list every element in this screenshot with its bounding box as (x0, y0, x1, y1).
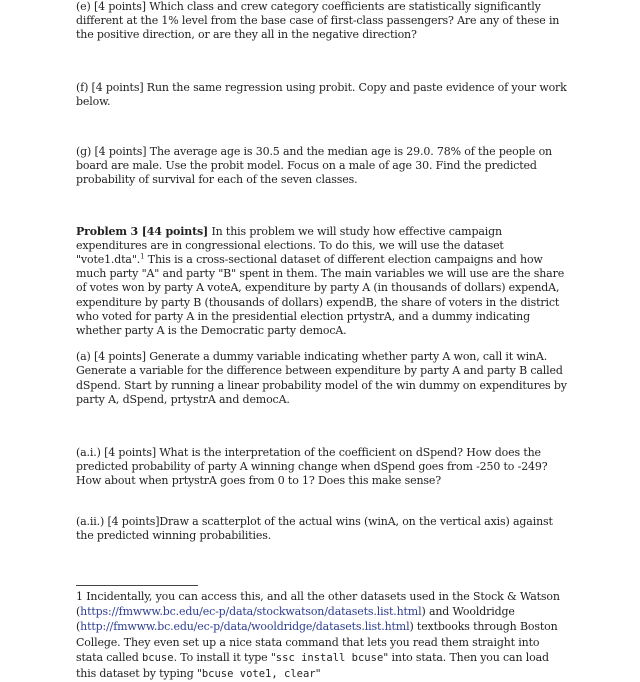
footnote-text-1: 1 Incidentally, you can access this, and all the other datasets used in the Stock & Watson ( (76, 590, 560, 619)
footnote-text (76, 589, 568, 682)
footnote-text-6: " (315, 667, 321, 681)
footnote-text-2: ) and Wooldridge ( (76, 605, 515, 634)
question-a-i: (a.i.) [4 points] What is the interpretation of the coefficient on dSpend? How does the predicted probability of party A winning change when dSpend goes from -250 to -249? How about when prtystrA goes from 0 to 1? Does this make sense? (76, 446, 548, 488)
footnote (76, 589, 568, 682)
footnote-text-3: ) textbooks through Boston College. They even set up a nice stata command that lets you read them straight into stata called (76, 620, 558, 664)
question-f: (f) [4 points] Run the same regression using probit. Copy and paste evidence of your work below. (76, 80, 567, 108)
footnote-text-5: " into stata. Then you can load this dataset by typing " (76, 650, 549, 681)
problem3-intro-text-2: This is a cross-sectional dataset of different election campaigns and how much party "A" and party "B" spent in them. The main variables we will use are the share of votes won by party A voteA, expenditure by party A (in thousands of dollars) expendA, expenditure by party B (thousands of dollars) expendB, the share of voters in the district who voted for party A in the presidential election prtystrA, and a dummy indicating whether party A is the Democratic party democA. (76, 253, 565, 338)
code-install-command: ssc install bcuse (275, 651, 384, 664)
footnote-divider (76, 585, 198, 586)
wooldridge-datasets-link[interactable]: http://fmwww.bc.edu/ec-p/data/wooldridge/datasets.list.html (80, 620, 410, 634)
problem3-intro-text-1: In this problem we will study how effective campaign expenditures are in congressional elections. To do this, we will use the dataset "vote1.dta". (76, 224, 504, 267)
problem3-intro (76, 225, 568, 339)
problem3-heading: Problem 3 [44 points] (76, 224, 209, 238)
question-g: (g) [4 points] The average age is 30.5 and the median age is 29.0. 78% of the people on board are male. Use the probit model. Focus on a male of age 30. Find the predicted probability of survival for each of the seven classes. (76, 145, 552, 187)
stockwatson-datasets-link[interactable]: https://fmwww.bc.edu/ec-p/data/stockwatson/datasets.list.html (80, 605, 422, 619)
footnote-text-4: . To install it type " (173, 650, 276, 664)
document-page (76, 0, 568, 543)
question-a: (a) [4 points] Generate a dummy variable indicating whether party A won, call it winA. Generate a variable for the difference between expenditure by party A and party B called dSpend. Start by running a linear probability model of the win dummy on expenditures by party A, dSpend, prtystrA and democA. (76, 350, 567, 406)
code-bcuse: bcuse (141, 651, 174, 664)
footnote-ref[interactable]: 1 (140, 252, 145, 261)
code-load-command: bcuse vote1, clear (201, 668, 316, 681)
question-e: (e) [4 points] Which class and crew category coefficients are statistically significantly different at the 1% level from the base case of first-class passengers? Are any of these in the positive direction, or are they all in the negative direction? (76, 0, 560, 42)
question-a-ii: (a.ii.) [4 points]Draw a scatterplot of the actual wins (winA, on the vertical axis) against the predicted winning probabilities. (76, 514, 553, 542)
